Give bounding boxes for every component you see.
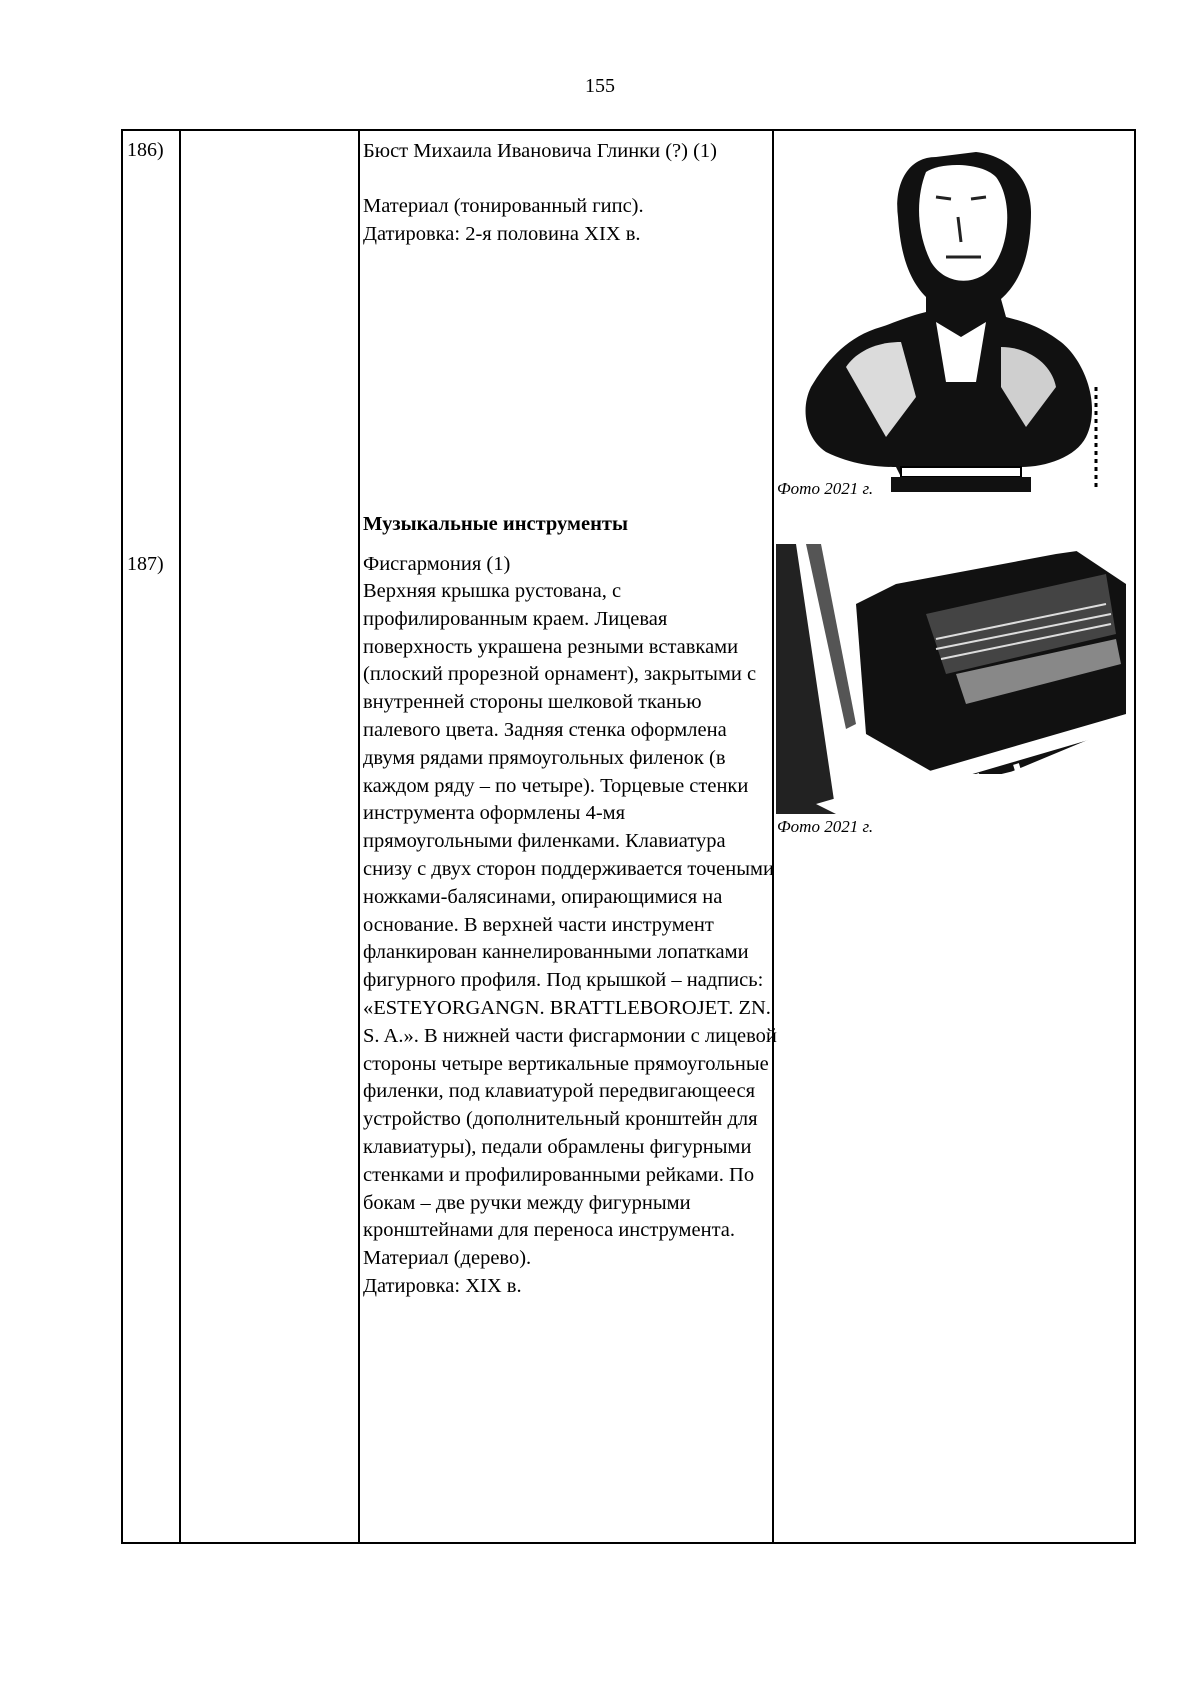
entry-title: Фисгармония (1) [363, 553, 511, 575]
section-heading: Музыкальные инструменты [363, 513, 628, 535]
entry-description: Материал (тонированный гипс). Датировка: 2-я половина XIX в. [363, 195, 644, 245]
entry-description: Верхняя крышка рустована, с профилированным краем. Лицевая поверхность украшена резными вставками (плоский прорезной орнамент), закрытыми с внутренней стороны шелковой тканью палевого цвета. Задняя стенка оформлена двумя рядами прямоугольных филенок (в каждом ряду – по четыре). Торцевые стенки инструмента оформлены 4-мя прямоугольными филенками. Клавиатура снизу с двух сторон поддерживается точеными ножками-балясинами, опирающимися на основание. В верхней части инструмент фланкирован каннелированными лопатками фигурного профиля. Под крышкой – надпись: «ESTEYORGANGN. BRATTLEBOROJET. ZN. S. A.». В нижней части фисгармонии с лицевой стороны четыре вертикальные прямоугольные филенки, под клавиатурой передвигающееся устройство (дополнительный кронштейн для клавиатуры), педали обрамлены фигурными стенками и профилированными рейками. По бокам – две ручки между фигурными кронштейнами для переноса инструмента. Материал (дерево). Датировка: XIX в. [363, 580, 777, 1297]
photo-caption: Фото 2021 г. [777, 479, 874, 498]
bust-photo [786, 137, 1116, 497]
photo-caption: Фото 2021 г. [777, 817, 874, 836]
entry-number: 187) [127, 553, 164, 575]
page-number: 155 [585, 75, 615, 97]
harmonium-photo [776, 544, 1126, 814]
entry-number: 186) [127, 139, 164, 161]
column-divider [358, 131, 360, 1542]
entry-title: Бюст Михаила Ивановича Глинки (?) (1) [363, 140, 718, 162]
catalog-table [121, 129, 1136, 1544]
column-divider [179, 131, 181, 1542]
